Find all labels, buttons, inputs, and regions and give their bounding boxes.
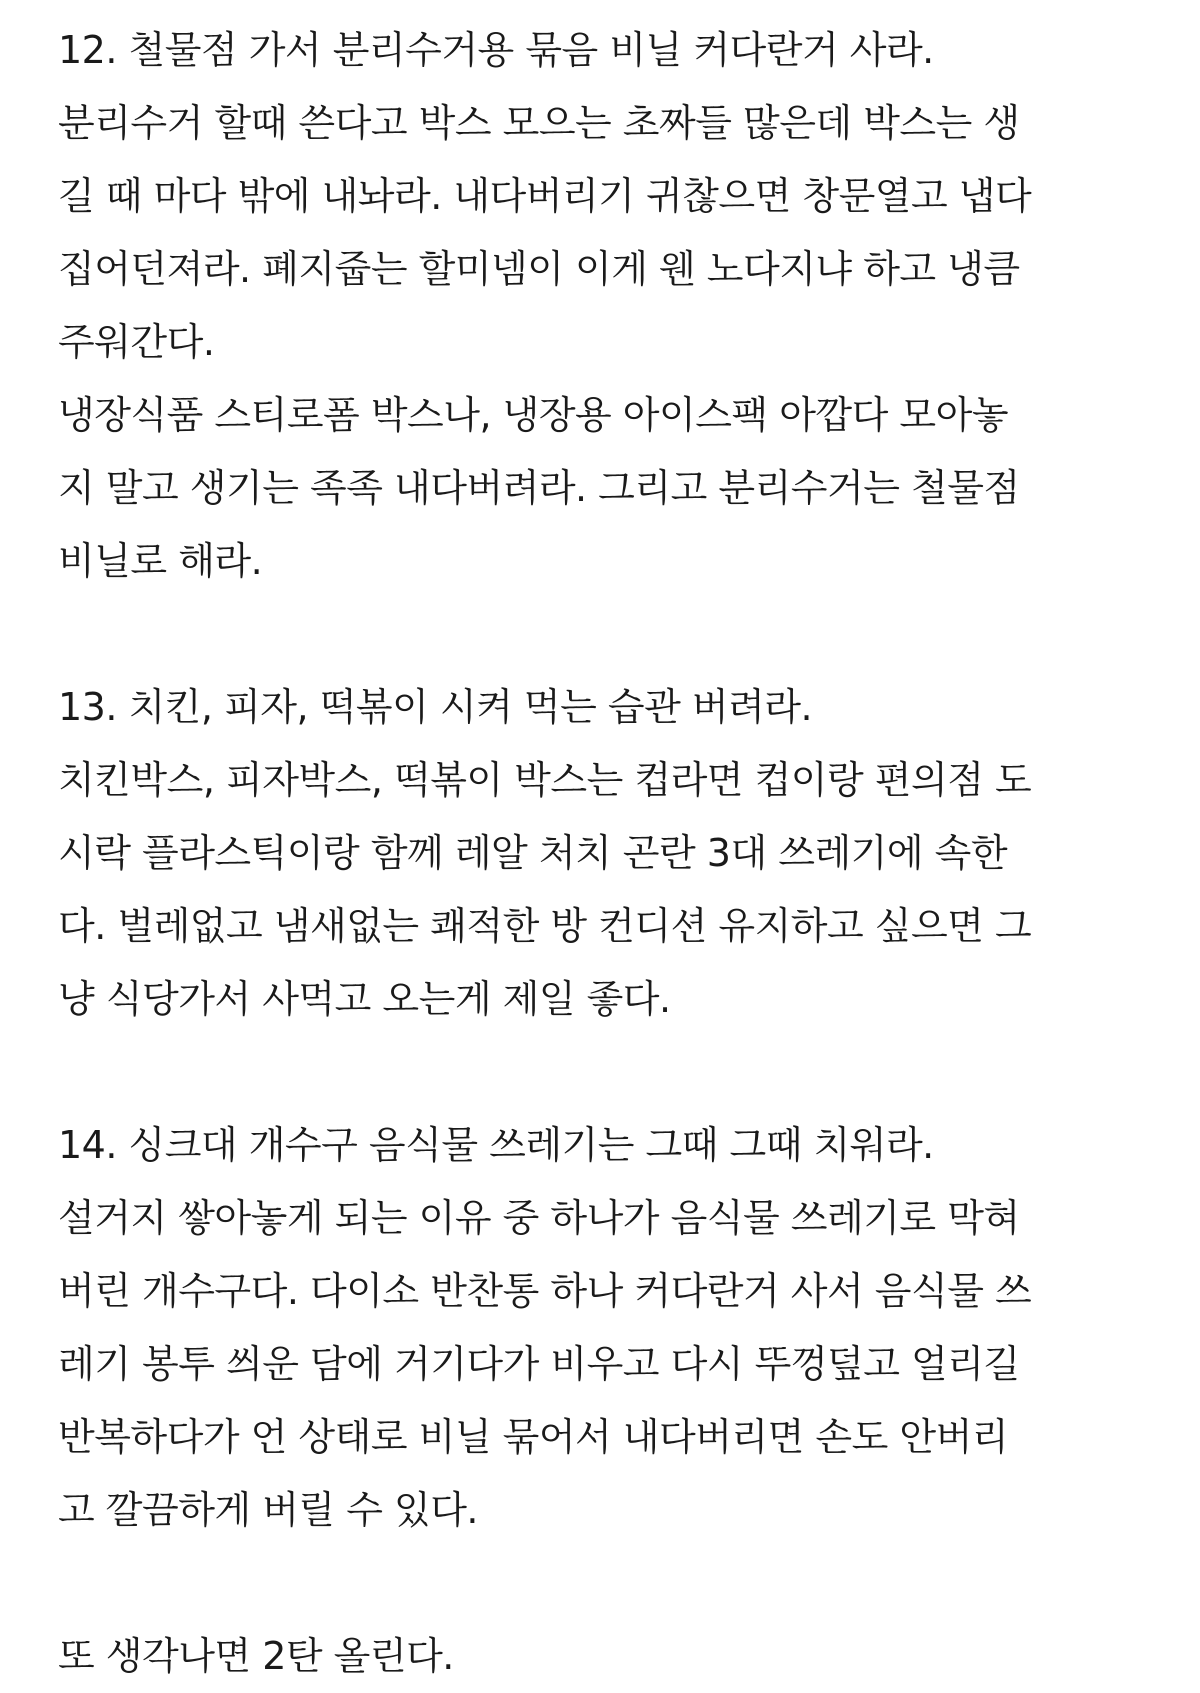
text-line: 시락 플라스틱이랑 함께 레알 처치 곤란 3대 쓰레기에 속한	[58, 831, 1008, 875]
heading-12: 12. 철물점 가서 분리수거용 묶음 비닐 커다란거 사라.	[58, 28, 934, 72]
article-body	[58, 14, 1148, 1693]
text-line: 버린 개수구다. 다이소 반찬통 하나 커다란거 사서 음식물 쓰	[58, 1269, 1032, 1313]
section-12	[58, 14, 1148, 598]
paragraph-gap	[58, 1036, 1148, 1109]
paragraph-gap	[58, 598, 1148, 671]
text-line: 지 말고 생기는 족족 내다버려라. 그리고 분리수거는 철물점	[58, 466, 1020, 510]
section-14	[58, 1109, 1148, 1547]
text-line: 냥 식당가서 사먹고 오는게 제일 좋다.	[58, 977, 671, 1021]
text-line: 레기 봉투 씌운 담에 거기다가 비우고 다시 뚜껑덮고 얼리길	[58, 1342, 1020, 1386]
text-line: 분리수거 할때 쓴다고 박스 모으는 초짜들 많은데 박스는 생	[58, 101, 1020, 145]
text-line: 다. 벌레없고 냄새없는 쾌적한 방 컨디션 유지하고 싶으면 그	[58, 904, 1032, 948]
text-line: 집어던져라. 폐지줍는 할미넴이 이게 웬 노다지냐 하고 냉큼	[58, 247, 1020, 291]
text-line: 주워간다.	[58, 320, 215, 364]
text-line: 비닐로 해라.	[58, 539, 263, 583]
closing-line: 또 생각나면 2탄 올린다.	[58, 1634, 454, 1678]
text-line: 길 때 마다 밖에 내놔라. 내다버리기 귀찮으면 창문열고 냅다	[58, 174, 1032, 218]
text-line: 냉장식품 스티로폼 박스나, 냉장용 아이스팩 아깝다 모아놓	[58, 393, 1009, 437]
text-line: 고 깔끔하게 버릴 수 있다.	[58, 1488, 478, 1532]
paragraph-gap	[58, 1547, 1148, 1620]
text-line: 설거지 쌓아놓게 되는 이유 중 하나가 음식물 쓰레기로 막혀	[58, 1196, 1020, 1240]
section-13	[58, 671, 1148, 1036]
heading-14: 14. 싱크대 개수구 음식물 쓰레기는 그때 그때 치워라.	[58, 1123, 934, 1167]
closing-note	[58, 1620, 1148, 1693]
text-line: 치킨박스, 피자박스, 떡볶이 박스는 컵라면 컵이랑 편의점 도	[58, 758, 1032, 802]
text-line: 반복하다가 언 상태로 비닐 묶어서 내다버리면 손도 안버리	[58, 1415, 1009, 1459]
heading-13: 13. 치킨, 피자, 떡볶이 시켜 먹는 습관 버려라.	[58, 685, 813, 729]
